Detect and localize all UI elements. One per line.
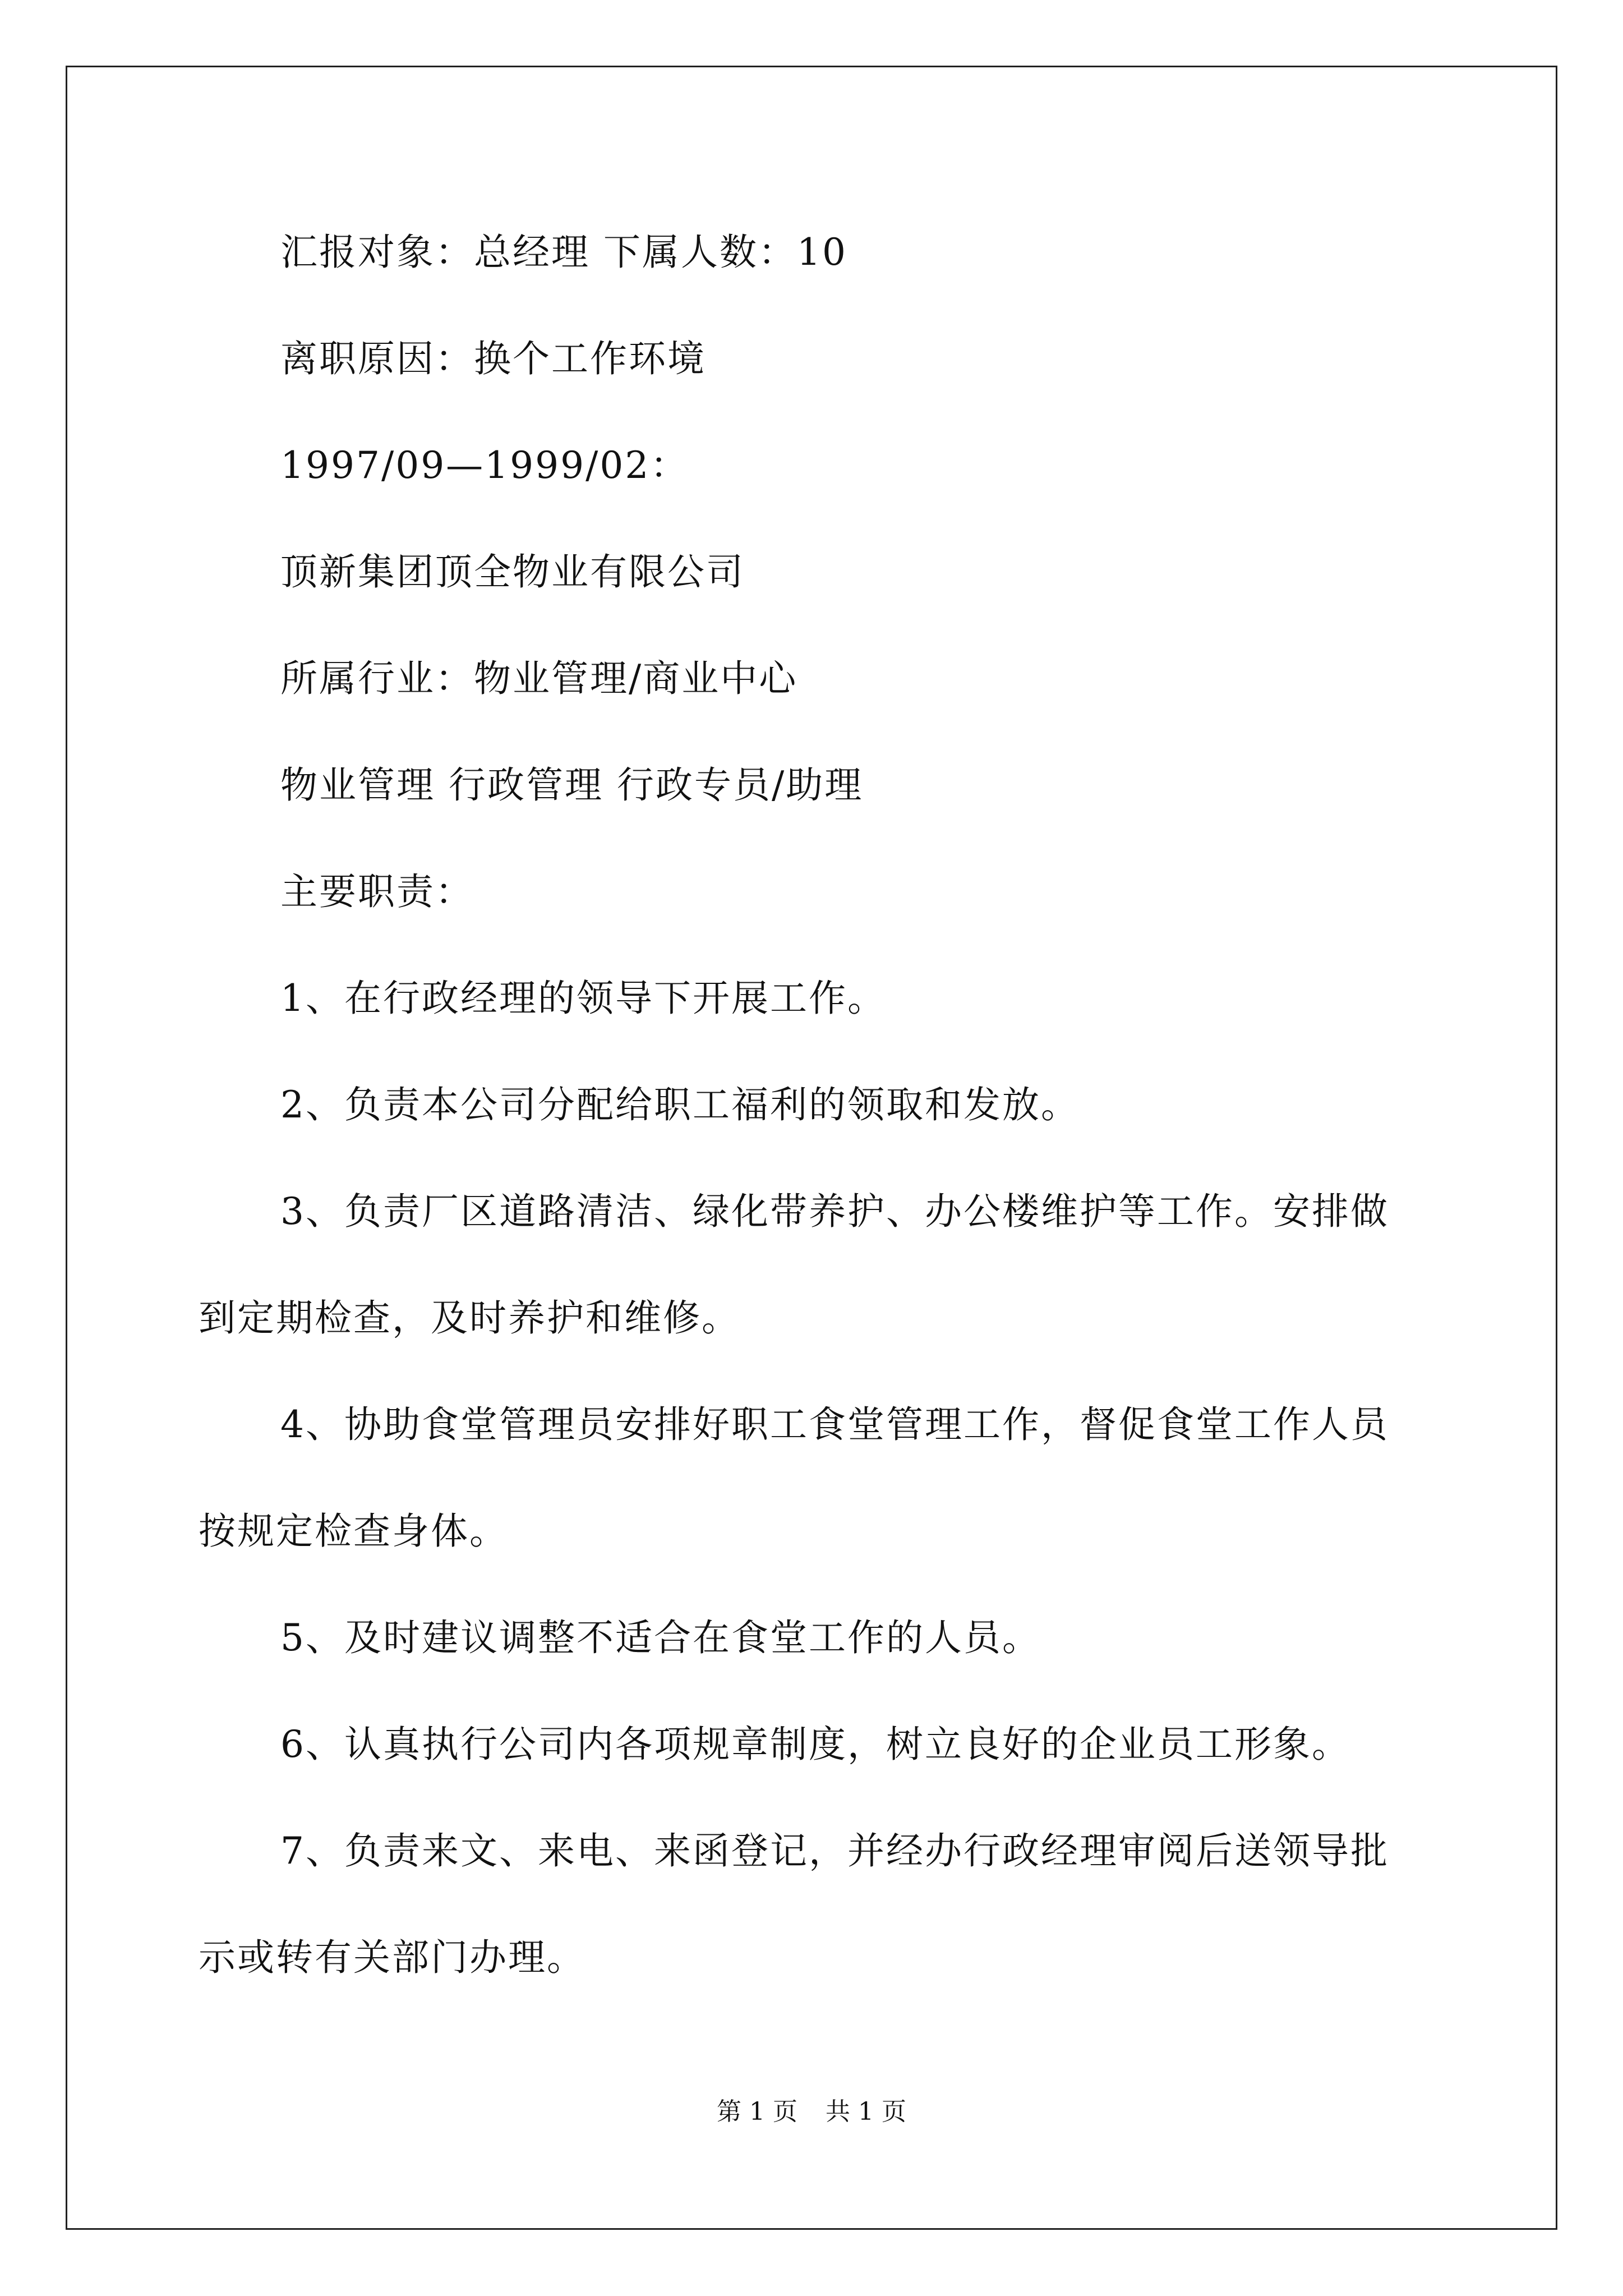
duty-item-5: 5、及时建议调整不适合在食堂工作的人员。 <box>280 1616 1041 1659</box>
industry-line: 所属行业：物业管理/商业中心 <box>280 657 798 700</box>
duty-item-7-line-1: 7、负责来文、来电、来函登记，并经办行政经理审阅后送领导批 <box>280 1829 1389 1872</box>
page-border <box>66 66 1557 2230</box>
leave-reason-line: 离职原因：换个工作环境 <box>280 337 706 380</box>
duty-item-1: 1、在行政经理的领导下开展工作。 <box>280 977 886 1020</box>
position-line: 物业管理 行政管理 行政专员/助理 <box>280 763 864 807</box>
duty-item-2: 2、负责本公司分配给职工福利的领取和发放。 <box>280 1083 1080 1126</box>
duty-item-7-line-2: 示或转有关部门办理。 <box>199 1936 585 1979</box>
page-footer <box>0 2095 1623 2129</box>
duties-heading: 主要职责： <box>280 870 474 913</box>
period-line: 1997/09—1999/02： <box>280 444 689 487</box>
duty-item-3-line-2: 到定期检查，及时养护和维修。 <box>199 1296 740 1340</box>
page-total: 共 1 页 <box>826 2097 906 2126</box>
company-line: 顶新集团顶全物业有限公司 <box>280 550 745 593</box>
report-to-line: 汇报对象：总经理 下属人数：10 <box>280 231 847 274</box>
duty-item-3-line-1: 3、负责厂区道路清洁、绿化带养护、办公楼维护等工作。安排做 <box>280 1190 1389 1233</box>
duty-item-4-line-1: 4、协助食堂管理员安排好职工食堂管理工作，督促食堂工作人员 <box>280 1403 1389 1446</box>
duty-item-4-line-2: 按规定检查身体。 <box>199 1510 508 1553</box>
page-number: 第 1 页 <box>717 2097 797 2126</box>
duty-item-6: 6、认真执行公司内各项规章制度，树立良好的企业员工形象。 <box>280 1723 1350 1766</box>
